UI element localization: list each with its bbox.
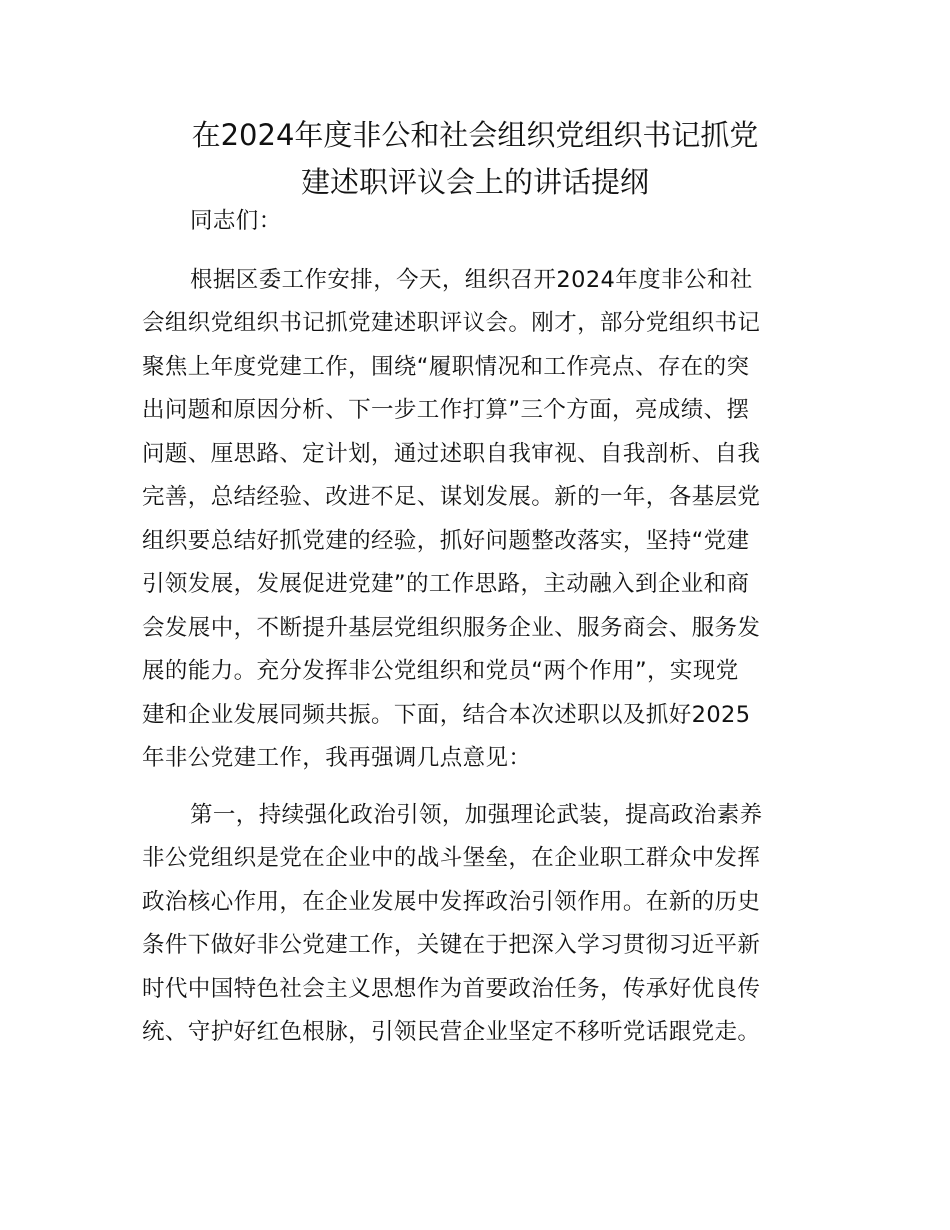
paragraph-2 xyxy=(142,794,810,1055)
paragraph-line: 政治核心作用，在企业发展中发挥政治引领作用。在新的历史 xyxy=(142,888,761,915)
paragraph-line: 条件下做好非公党建工作，关键在于把深入学习贯彻习近平新 xyxy=(142,932,761,958)
title-line-1: 在2024年度非公和社会组织党组织书记抓党 xyxy=(191,118,759,152)
paragraph-line: 统、守护好红色根脉，引领民营企业坚定不移听党话跟党走。 xyxy=(142,1019,761,1045)
paragraph-line: 建和企业发展同频共振。下面，结合本次述职以及抓好2025 xyxy=(142,701,751,728)
salutation xyxy=(142,200,810,244)
paragraph-line: 聚焦上年度党建工作，围绕“履职情况和工作亮点、存在的突 xyxy=(142,353,750,380)
paragraph-line: 组织要总结好抓党建的经验，抓好问题整改落实，坚持“党建 xyxy=(142,527,750,554)
paragraph-line: 展的能力。充分发挥非公党组织和党员“两个作用”，实现党 xyxy=(142,658,739,684)
paragraph-line: 出问题和原因分析、下一步工作打算”三个方面，亮成绩、摆 xyxy=(142,397,750,423)
paragraph-line: 第一，持续强化政治引领，加强理论武装，提高政治素养 xyxy=(190,801,763,828)
paragraph-line: 问题、厘思路、定计划，通过述职自我审视、自我剖析、自我 xyxy=(142,440,761,467)
document-title xyxy=(120,112,830,206)
paragraph-line: 引领发展，发展促进党建”的工作思路，主动融入到企业和商 xyxy=(142,571,750,597)
paragraph-line: 会发展中，不断提升基层党组织服务企业、服务商会、服务发 xyxy=(142,614,761,641)
title-line-2: 建述职评议会上的讲话提纲 xyxy=(300,165,649,199)
paragraph-1 xyxy=(142,259,810,781)
paragraph-line: 年非公党建工作，我再强调几点意见： xyxy=(142,745,532,771)
document-body xyxy=(142,200,810,1055)
salutation-text: 同志们： xyxy=(190,208,282,234)
paragraph-line: 非公党组织是党在企业中的战斗堡垒，在企业职工群众中发挥 xyxy=(142,845,761,871)
paragraph-line: 会组织党组织书记抓党建述职评议会。刚才，部分党组织书记 xyxy=(142,310,761,336)
paragraph-line: 完善，总结经验、改进不足、谋划发展。新的一年，各基层党 xyxy=(142,484,761,510)
paragraph-line: 根据区委工作安排，今天，组织召开2024年度非公和社 xyxy=(190,266,753,293)
paragraph-line: 时代中国特色社会主义思想作为首要政治任务，传承好优良传 xyxy=(142,975,761,1002)
